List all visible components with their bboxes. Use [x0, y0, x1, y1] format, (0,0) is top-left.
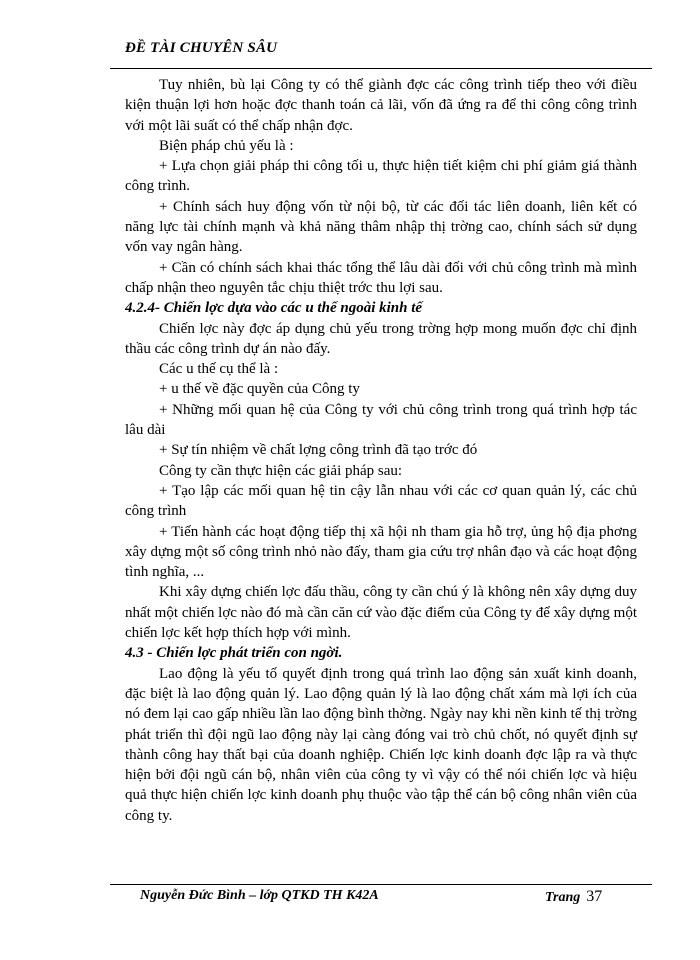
- header-rule: [110, 68, 652, 69]
- paragraph: Khi xây dựng chiến lợc đấu thầu, công ty cần chú ý là không nên xây dựng duy nhất một chiến lợc nào đó mà cần căn cứ vào đặc điểm của Công ty để xây dựng một chiến lợc kết hợp thích hợp với mình.: [125, 584, 637, 642]
- paragraph: Chiến lợc này đợc áp dụng chủ yếu trong trờng hợp mong muốn đợc chỉ định thầu các công trình dự án nào đấy.: [125, 320, 637, 357]
- page-number: 37: [586, 888, 603, 905]
- footer-author: Nguyễn Đức Bình – lớp QTKD TH K42A: [140, 888, 379, 903]
- footer-page: [545, 888, 602, 906]
- paragraph: Lao động là yếu tố quyết định trong quá trình lao động sản xuất kinh doanh, đặc biệt là lao động quản lý. Lao động quản lý là lao động chất xám mà lợi ích của nó đem lại cao gấp nhiều lần lao động bình thờng. Ngày nay khi nền kinh tế thị trờng phát triển thì đội ngũ lao động này lại càng đóng vai trò chủ chốt, nó quyết định sự thành công hay thất bại của doanh nghiệp. Chiến lợc kinh doanh đợc lập ra và thực hiện bởi đội ngũ cán bộ, nhân viên của công ty vì vậy có thể nói chiến lợc và hiệu quả thực hiện chiến lợc kinh doanh phụ thuộc vào tập thể cán bộ công nhân viên của công ty.: [125, 665, 637, 824]
- bullet-paragraph: + Sự tín nhiệm về chất lợng công trình đã tạo trớc đó: [159, 442, 478, 459]
- footer-rule: [110, 884, 652, 885]
- bullet-paragraph: + Lựa chọn giải pháp thi công tối u, thực hiện tiết kiệm chi phí giảm giá thành công trình.: [125, 158, 637, 195]
- page-label: Trang: [545, 890, 581, 905]
- bullet-paragraph: + Cần có chính sách khai thác tổng thể lâu dài đối với chủ công trình mà mình chấp nhận theo nguyên tắc chịu thiệt trớc thu lợi sau.: [125, 259, 637, 296]
- page-body: [125, 75, 637, 826]
- header-title: ĐỀ TÀI CHUYÊN SÂU: [125, 40, 278, 56]
- paragraph: Biện pháp chủ yếu là :: [159, 137, 294, 154]
- bullet-paragraph: + Tiến hành các hoạt động tiếp thị xã hội nh tham gia hỗ trợ, ủng hộ địa phơng xây dựng một số công trình nhỏ nào đấy, tham gia cứu trợ nhân đạo và các hoạt động tình nghĩa, ...: [125, 523, 637, 581]
- section-heading: 4.2.4- Chiến lợc dựa vào các u thế ngoài kinh tế: [125, 300, 423, 317]
- bullet-paragraph: + u thế về đặc quyền của Công ty: [159, 381, 360, 398]
- section-heading: 4.3 - Chiến lợc phát triển con ngời.: [125, 645, 343, 662]
- paragraph: Công ty cần thực hiện các giải pháp sau:: [159, 462, 403, 479]
- bullet-paragraph: + Tạo lập các mối quan hệ tin cậy lẫn nhau với các cơ quan quản lý, các chủ công trình: [125, 482, 637, 520]
- paragraph: Tuy nhiên, bù lại Công ty có thể giành đợc các công trình tiếp theo với điều kiện thuận lợi hơn hoặc đợc thanh toán cả lãi, vốn đã ứng ra để thi công công trình với một lãi suất có thể chấp nhận đợc.: [125, 77, 637, 134]
- bullet-paragraph: + Chính sách huy động vốn từ nội bộ, từ các đối tác liên doanh, liên kết có năng lực tài chính mạnh và khả năng thâm nhập thị trờng cao, chính sách sử dụng vốn vay ngân hàng.: [125, 198, 637, 256]
- paragraph: Các u thế cụ thể là :: [159, 361, 279, 378]
- bullet-paragraph: + Những mối quan hệ của Công ty với chủ công trình trong quá trình hợp tác lâu dài: [125, 401, 637, 439]
